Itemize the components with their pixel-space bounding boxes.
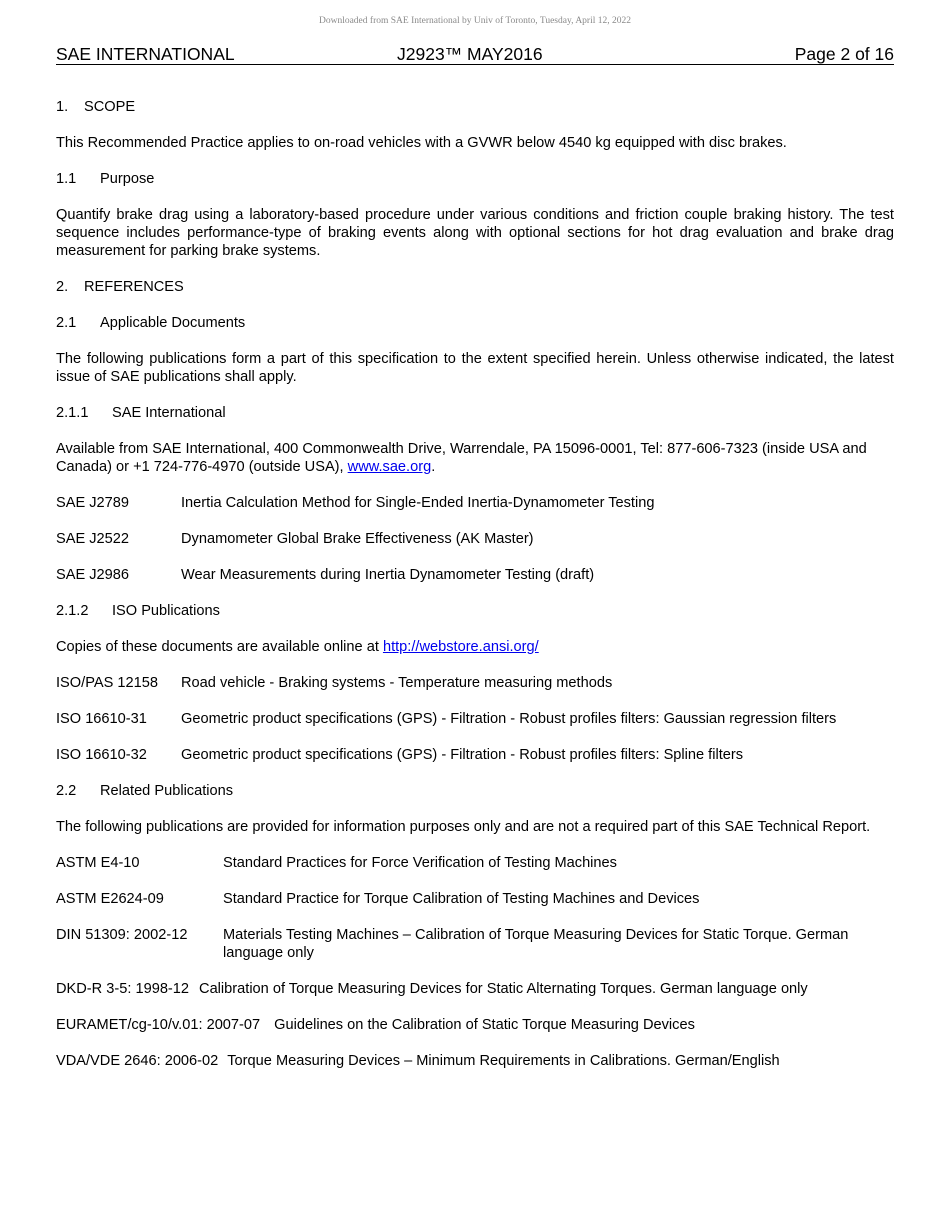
applicable-documents-text: The following publications form a part of this specification to the extent specified herein. Unless otherwise indicated, the latest issue of SAE publications shall apply. — [56, 351, 894, 385]
reference-item: DIN 51309: 2002-12 Materials Testing Machines – Calibration of Torque Measuring Devices for Static Torque. German language only — [56, 927, 849, 961]
scope-text: This Recommended Practice applies to on-road vehicles with a GVWR below 4540 kg equipped with disc brakes. — [56, 135, 787, 151]
section-heading-sae-international: 2.1.1 SAE International — [56, 405, 226, 421]
reference-item: ISO 16610-32 Geometric product specifications (GPS) - Filtration - Robust profiles filters: Spline filters — [56, 747, 744, 763]
section-heading-applicable-documents: 2.1 Applicable Documents — [56, 315, 246, 331]
related-publications-text: The following publications are provided for information purposes only and are not a required part of this SAE Technical Report. — [56, 819, 871, 835]
section-heading-purpose: 1.1 Purpose — [56, 171, 155, 187]
reference-item: SAE J2522 Dynamometer Global Brake Effectiveness (AK Master) — [56, 531, 534, 547]
reference-item: SAE J2986 Wear Measurements during Inertia Dynamometer Testing (draft) — [56, 567, 595, 583]
reference-item: SAE J2789 Inertia Calculation Method for Single-Ended Inertia-Dynamometer Testing — [56, 495, 655, 511]
section-heading-references: 2. REFERENCES — [56, 279, 184, 295]
iso-availability-text: Copies of these documents are available online at http://webstore.ansi.org/ — [56, 639, 539, 655]
reference-item: VDA/VDE 2646: 2006-02 Torque Measuring Devices – Minimum Requirements in Calibrations. German/English — [56, 1053, 780, 1069]
reference-item: ASTM E2624-09 Standard Practice for Torque Calibration of Testing Machines and Devices — [56, 891, 700, 907]
reference-item: EURAMET/cg-10/v.01: 2007-07 Guidelines on the Calibration of Static Torque Measuring Devices — [56, 1017, 695, 1033]
section-heading-related-publications: 2.2 Related Publications — [56, 783, 234, 799]
section-heading-scope: 1. SCOPE — [56, 99, 136, 115]
header-page-number: Page 2 of 16 — [794, 44, 894, 64]
document-body — [56, 98, 894, 1088]
section-heading-iso-publications: 2.1.2 ISO Publications — [56, 603, 220, 619]
header-doc-id: J2923™ MAY2016 — [397, 44, 543, 64]
reference-item: ISO/PAS 12158 Road vehicle - Braking systems - Temperature measuring methods — [56, 675, 613, 691]
header-org: SAE INTERNATIONAL — [56, 44, 235, 64]
ansi-webstore-link[interactable]: http://webstore.ansi.org/ — [382, 639, 539, 655]
sae-website-link[interactable]: www.sae.org — [347, 459, 432, 475]
sae-availability-text: Available from SAE International, 400 Commonwealth Drive, Warrendale, PA 15096-0001, Tel: 877-606-7323 (inside USA and Canada) or +1 724-776-4970 (outside USA), www.sae.org. — [56, 441, 867, 475]
page-header — [56, 44, 894, 65]
reference-item: DKD-R 3-5: 1998-12 Calibration of Torque Measuring Devices for Static Alternating Torques. German language only — [56, 981, 808, 997]
download-watermark: Downloaded from SAE International by Univ of Toronto, Tuesday, April 12, 2022 — [318, 16, 631, 26]
reference-item: ASTM E4-10 Standard Practices for Force Verification of Testing Machines — [56, 855, 617, 871]
reference-item: ISO 16610-31 Geometric product specifications (GPS) - Filtration - Robust profiles filters: Gaussian regression filters — [56, 711, 837, 727]
purpose-text: Quantify brake drag using a laboratory-based procedure under various conditions and friction couple braking history. The test sequence includes performance-type of braking events along with optional sections for hot drag evaluation and brake drag measurement for parking brake systems. — [56, 207, 894, 259]
